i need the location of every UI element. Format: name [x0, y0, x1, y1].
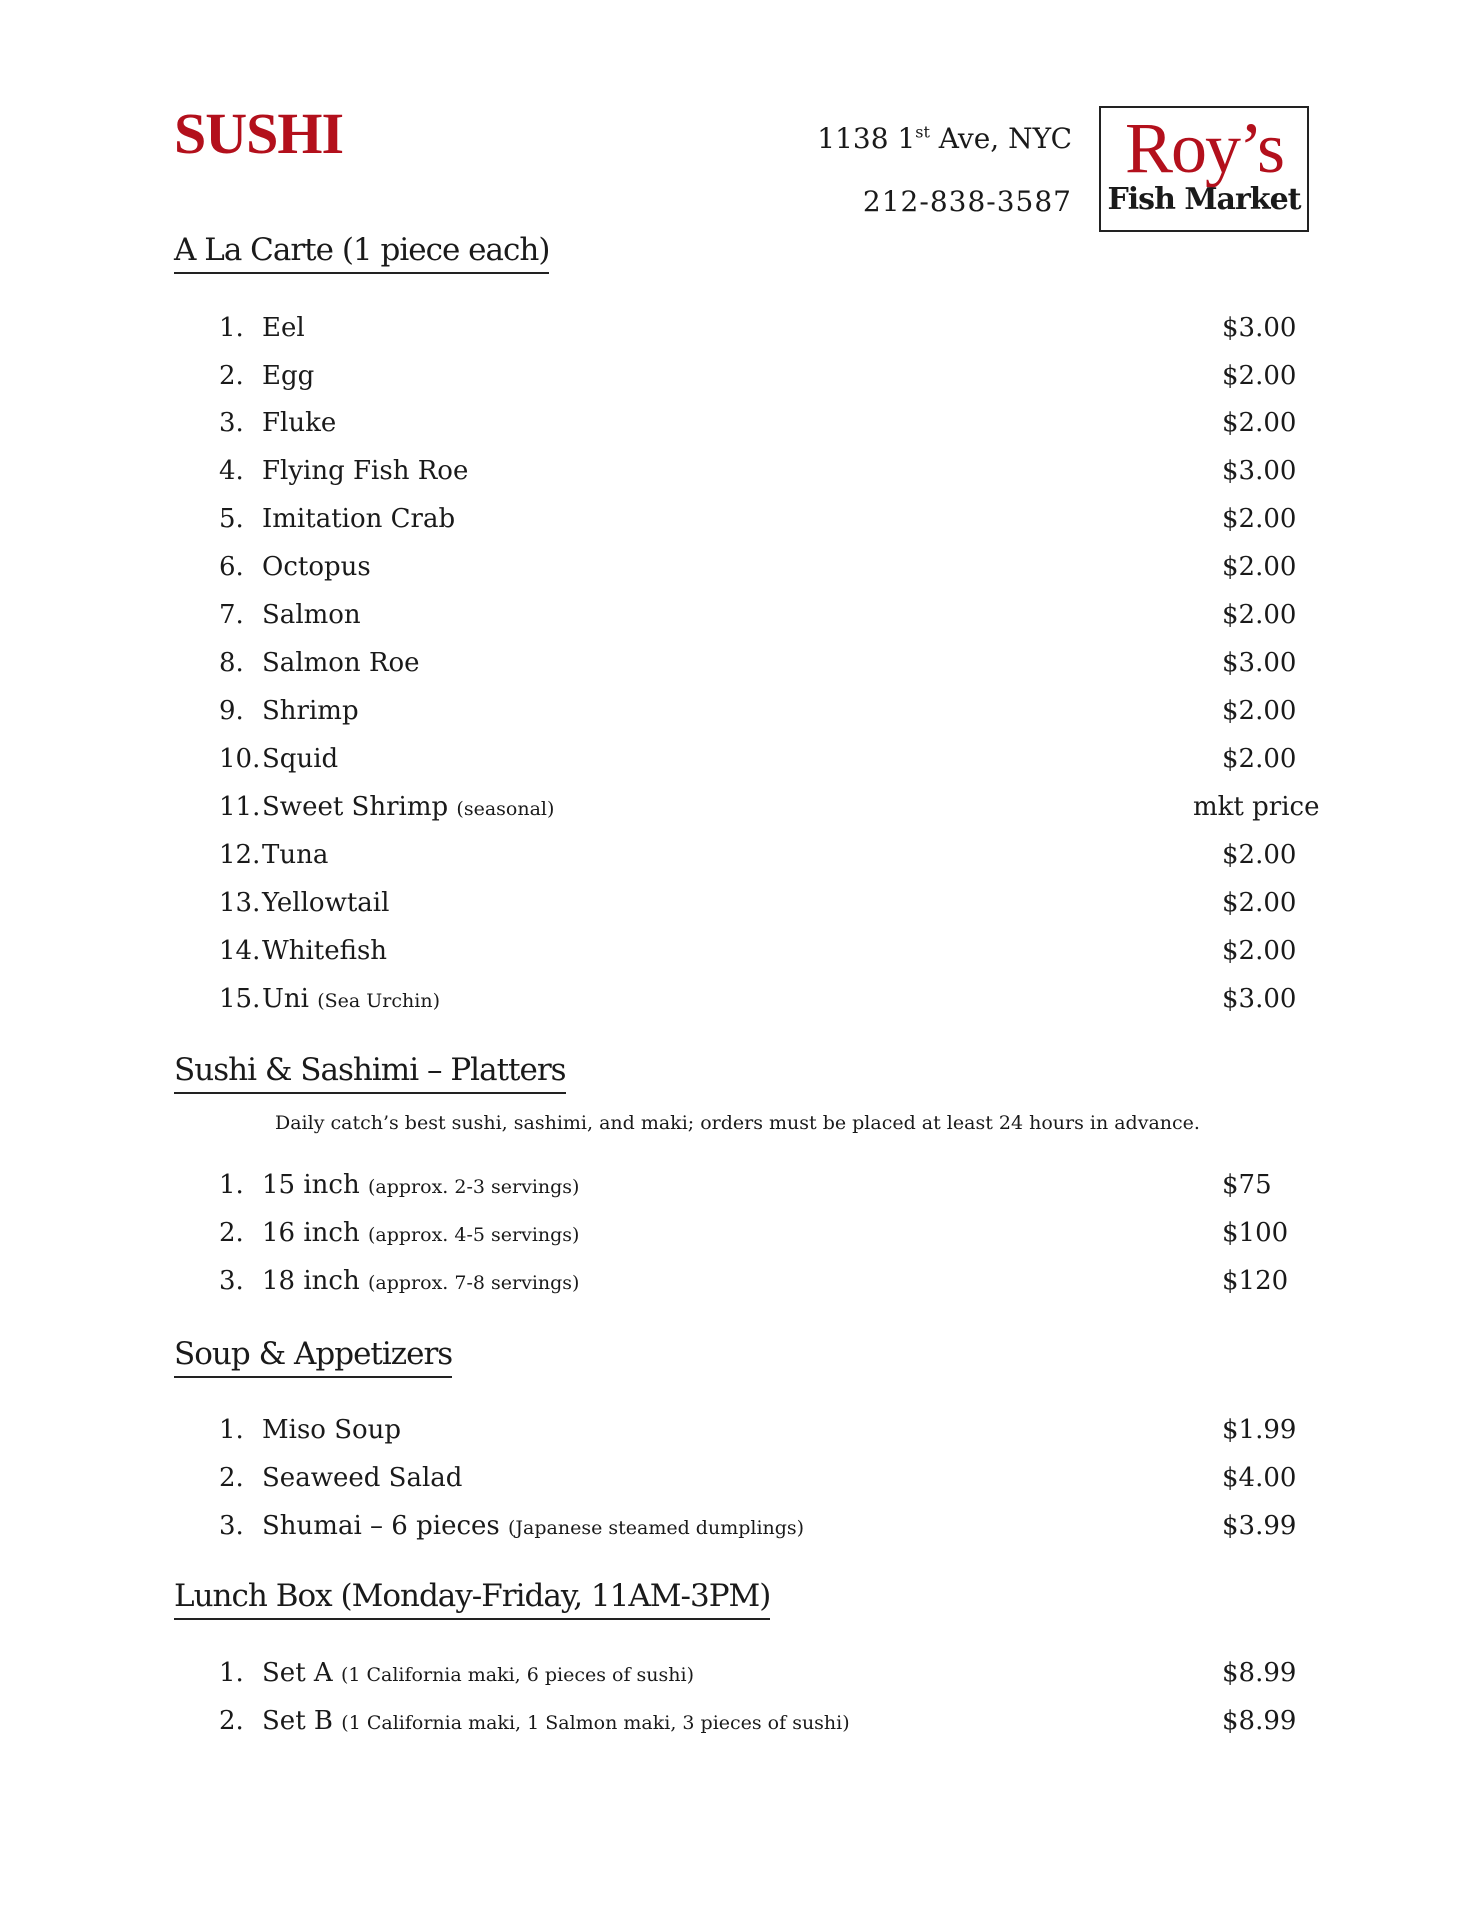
menu-item [219, 1215, 579, 1251]
item-name: Set B [262, 1706, 342, 1736]
item-price: $2.00 [1222, 696, 1297, 726]
menu-item [219, 549, 371, 585]
item-note: (seasonal) [456, 798, 555, 820]
item-number: 15. [219, 984, 261, 1014]
item-price: $2.00 [1222, 936, 1297, 966]
menu-item [219, 501, 455, 537]
item-price: $2.00 [1222, 840, 1297, 870]
item-number: 6. [219, 552, 244, 582]
menu-item [219, 1412, 401, 1448]
item-price: $2.00 [1222, 744, 1297, 774]
logo-subtitle: Fish Market [1107, 182, 1301, 217]
item-number: 1. [219, 1415, 244, 1445]
item-price: $1.99 [1222, 1415, 1297, 1445]
item-name: 15 inch [262, 1170, 368, 1200]
item-price: $2.00 [1222, 888, 1297, 918]
item-number: 11. [219, 792, 261, 822]
item-name: Fluke [262, 408, 337, 438]
section-heading-platters: Sushi & Sashimi – Platters [174, 1052, 566, 1094]
menu-item [219, 1167, 579, 1203]
item-number: 2. [219, 1218, 244, 1248]
item-number: 3. [219, 1266, 244, 1296]
item-name: Sweet Shrimp [262, 792, 457, 822]
item-name: Yellowtail [262, 888, 390, 918]
item-number: 9. [219, 696, 244, 726]
logo-name: Roy’s [1124, 108, 1284, 188]
menu-item [219, 741, 338, 777]
item-name: Eel [262, 313, 305, 343]
item-name: Set A [262, 1658, 341, 1688]
item-number: 3. [219, 408, 244, 438]
item-name: Egg [262, 361, 315, 391]
item-name: Salmon [262, 600, 361, 630]
item-note: (1 California maki, 1 Salmon maki, 3 pieces of sushi) [341, 1712, 850, 1734]
item-price: $2.00 [1222, 504, 1297, 534]
menu-item [219, 789, 554, 825]
item-name: Octopus [262, 552, 371, 582]
menu-item [219, 645, 420, 681]
address-ordinal: st [915, 122, 930, 142]
item-note: (approx. 2-3 servings) [367, 1176, 580, 1198]
item-note: (approx. 7-8 servings) [367, 1272, 580, 1294]
item-price: $2.00 [1222, 361, 1297, 391]
item-price: $3.00 [1222, 984, 1297, 1014]
item-price: $2.00 [1222, 408, 1297, 438]
item-number: 1. [219, 1170, 244, 1200]
menu-item [219, 1508, 804, 1544]
menu-item [219, 310, 305, 346]
logo [1099, 106, 1309, 232]
phone-number: 212-838-3587 [862, 185, 1072, 218]
menu-item [219, 837, 328, 873]
item-name: Seaweed Salad [262, 1463, 463, 1493]
item-price: mkt price [1193, 792, 1320, 822]
item-price: $3.00 [1222, 313, 1297, 343]
item-number: 2. [219, 361, 244, 391]
item-price: $4.00 [1222, 1463, 1297, 1493]
menu-item [219, 1263, 579, 1299]
section-heading-lunch-box: Lunch Box (Monday-Friday, 11AM-3PM) [174, 1578, 770, 1620]
item-price: $75 [1222, 1170, 1272, 1200]
item-number: 14. [219, 936, 261, 966]
item-number: 12. [219, 840, 261, 870]
menu-item [219, 597, 361, 633]
item-number: 7. [219, 600, 244, 630]
platters-note: Daily catch’s best sushi, sashimi, and maki; orders must be placed at least 24 hours in advance. [275, 1112, 1200, 1134]
item-number: 2. [219, 1706, 244, 1736]
item-number: 2. [219, 1463, 244, 1493]
item-note: (approx. 4-5 servings) [367, 1224, 580, 1246]
item-name: Whitefish [262, 936, 388, 966]
item-name: Shrimp [262, 696, 359, 726]
item-name: 16 inch [262, 1218, 368, 1248]
item-note: (Japanese steamed dumplings) [508, 1517, 805, 1539]
item-name: Uni [262, 984, 318, 1014]
item-number: 1. [219, 313, 244, 343]
item-number: 1. [219, 1658, 244, 1688]
item-price: $2.00 [1222, 552, 1297, 582]
item-name: 18 inch [262, 1266, 368, 1296]
menu-item [219, 1460, 462, 1496]
menu-item [219, 358, 314, 394]
menu-item [219, 885, 389, 921]
item-name: Flying Fish Roe [262, 456, 469, 486]
item-number: 3. [219, 1511, 244, 1541]
item-number: 13. [219, 888, 261, 918]
address-number: 1138 1 [817, 122, 916, 155]
menu-item [219, 693, 359, 729]
item-price: $100 [1222, 1218, 1289, 1248]
section-heading-a-la-carte: A La Carte (1 piece each) [174, 232, 549, 274]
item-number: 10. [219, 744, 261, 774]
item-price: $8.99 [1222, 1706, 1297, 1736]
item-price: $2.00 [1222, 600, 1297, 630]
menu-item [219, 1655, 694, 1691]
item-note: (Sea Urchin) [317, 990, 440, 1012]
menu-item [219, 1703, 850, 1739]
item-note: (1 California maki, 6 pieces of sushi) [340, 1664, 695, 1686]
address-street: Ave, NYC [929, 122, 1072, 155]
menu-item [219, 933, 387, 969]
item-name: Shumai – 6 pieces [262, 1511, 509, 1541]
menu-item [219, 981, 440, 1017]
item-number: 5. [219, 504, 244, 534]
item-price: $3.99 [1222, 1511, 1297, 1541]
menu-item [219, 405, 336, 441]
item-name: Salmon Roe [262, 648, 420, 678]
item-name: Miso Soup [262, 1415, 402, 1445]
section-heading-soup: Soup & Appetizers [174, 1336, 452, 1378]
item-number: 4. [219, 456, 244, 486]
item-number: 8. [219, 648, 244, 678]
page-title: SUSHI [174, 101, 344, 166]
item-price: $3.00 [1222, 456, 1297, 486]
item-name: Squid [262, 744, 339, 774]
item-name: Imitation Crab [262, 504, 456, 534]
item-price: $3.00 [1222, 648, 1297, 678]
item-price: $8.99 [1222, 1658, 1297, 1688]
item-name: Tuna [262, 840, 329, 870]
menu-item [219, 453, 468, 489]
item-price: $120 [1222, 1266, 1289, 1296]
address [817, 122, 1072, 155]
